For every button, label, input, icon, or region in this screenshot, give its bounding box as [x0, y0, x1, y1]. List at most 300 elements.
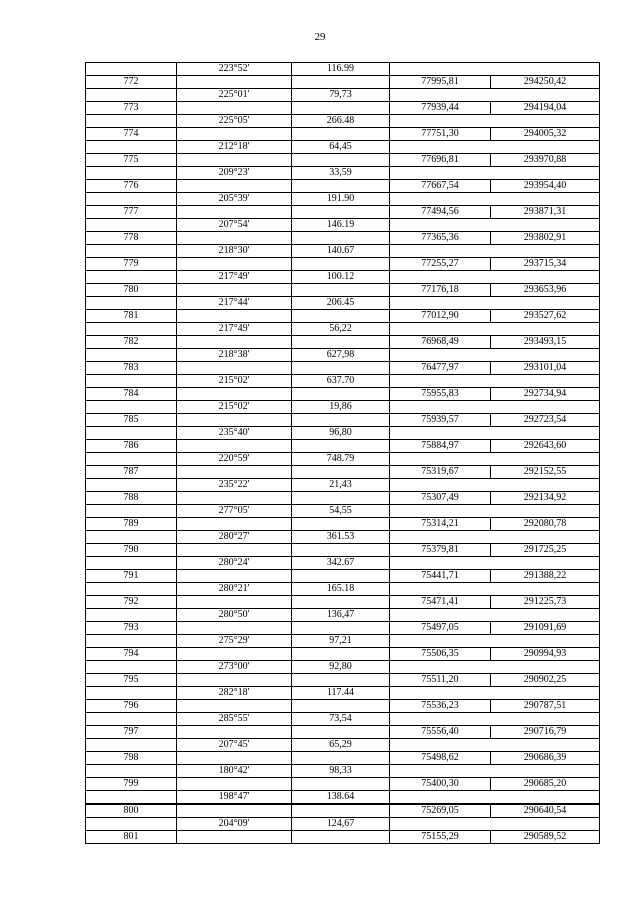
empty-cell [86, 739, 177, 752]
empty-cell [86, 167, 177, 180]
empty-cell [86, 401, 177, 414]
empty-cell [390, 349, 491, 362]
y-coordinate-cell: 293653,96 [491, 284, 600, 297]
empty-cell [491, 89, 600, 102]
direction-angle-cell: 217°44' [177, 297, 292, 310]
x-coordinate-cell: 75556,40 [390, 726, 491, 739]
segment-row [86, 609, 600, 622]
empty-cell [177, 414, 292, 427]
empty-cell [292, 310, 390, 323]
empty-cell [390, 635, 491, 648]
y-coordinate-cell: 290902,25 [491, 674, 600, 687]
y-coordinate-cell: 291725,25 [491, 544, 600, 557]
empty-cell [177, 804, 292, 818]
direction-angle-cell: 215°02' [177, 375, 292, 388]
empty-cell [177, 180, 292, 193]
empty-cell [177, 440, 292, 453]
point-row [86, 778, 600, 791]
empty-cell [86, 115, 177, 128]
x-coordinate-cell: 75441,71 [390, 570, 491, 583]
direction-angle-cell: 198°47' [177, 791, 292, 805]
empty-cell [390, 583, 491, 596]
empty-cell [177, 362, 292, 375]
empty-cell [86, 271, 177, 284]
empty-cell [86, 479, 177, 492]
y-coordinate-cell: 291091,69 [491, 622, 600, 635]
x-coordinate-cell: 75536,23 [390, 700, 491, 713]
segment-row [86, 401, 600, 414]
point-number-cell: 798 [86, 752, 177, 765]
point-row [86, 831, 600, 844]
y-coordinate-cell: 293802,91 [491, 232, 600, 245]
x-coordinate-cell: 77696,81 [390, 154, 491, 167]
point-row [86, 258, 600, 271]
y-coordinate-cell: 290686,39 [491, 752, 600, 765]
empty-cell [292, 726, 390, 739]
y-coordinate-cell: 293954,40 [491, 180, 600, 193]
empty-cell [390, 167, 491, 180]
x-coordinate-cell: 75400,30 [390, 778, 491, 791]
x-coordinate-cell: 75155,29 [390, 831, 491, 844]
empty-cell [177, 700, 292, 713]
empty-cell [292, 362, 390, 375]
empty-cell [491, 818, 600, 831]
distance-cell: 65,29 [292, 739, 390, 752]
empty-cell [177, 206, 292, 219]
y-coordinate-cell: 291225,73 [491, 596, 600, 609]
empty-cell [292, 102, 390, 115]
empty-cell [177, 102, 292, 115]
x-coordinate-cell: 77751,30 [390, 128, 491, 141]
x-coordinate-cell: 75939,57 [390, 414, 491, 427]
point-number-cell: 793 [86, 622, 177, 635]
empty-cell [491, 323, 600, 336]
distance-cell: 21,43 [292, 479, 390, 492]
empty-cell [292, 206, 390, 219]
empty-cell [86, 765, 177, 778]
empty-cell [86, 349, 177, 362]
empty-cell [292, 128, 390, 141]
empty-cell [390, 687, 491, 700]
empty-cell [177, 284, 292, 297]
segment-row [86, 791, 600, 805]
point-number-cell: 795 [86, 674, 177, 687]
distance-cell: 124,67 [292, 818, 390, 831]
direction-angle-cell: 209°23' [177, 167, 292, 180]
empty-cell [491, 375, 600, 388]
segment-row [86, 531, 600, 544]
distance-cell: 627,98 [292, 349, 390, 362]
empty-cell [491, 115, 600, 128]
empty-cell [390, 609, 491, 622]
empty-cell [86, 219, 177, 232]
direction-angle-cell: 282°18' [177, 687, 292, 700]
empty-cell [177, 596, 292, 609]
point-row [86, 336, 600, 349]
empty-cell [491, 401, 600, 414]
empty-cell [292, 674, 390, 687]
distance-cell: 191.90 [292, 193, 390, 206]
empty-cell [390, 818, 491, 831]
direction-angle-cell: 207°54' [177, 219, 292, 232]
empty-cell [177, 492, 292, 505]
empty-cell [86, 687, 177, 700]
point-number-cell: 784 [86, 388, 177, 401]
segment-row [86, 635, 600, 648]
point-row [86, 570, 600, 583]
x-coordinate-cell: 77995,81 [390, 76, 491, 89]
segment-row [86, 818, 600, 831]
direction-angle-cell: 277°05' [177, 505, 292, 518]
empty-cell [390, 427, 491, 440]
empty-cell [86, 531, 177, 544]
empty-cell [491, 635, 600, 648]
point-row [86, 102, 600, 115]
empty-cell [292, 700, 390, 713]
segment-row [86, 89, 600, 102]
distance-cell: 73,54 [292, 713, 390, 726]
y-coordinate-cell: 292734,94 [491, 388, 600, 401]
empty-cell [390, 505, 491, 518]
direction-angle-cell: 273°00' [177, 661, 292, 674]
empty-cell [292, 466, 390, 479]
point-row [86, 284, 600, 297]
y-coordinate-cell: 293871,31 [491, 206, 600, 219]
empty-cell [390, 193, 491, 206]
empty-cell [491, 791, 600, 805]
direction-angle-cell: 218°38' [177, 349, 292, 362]
point-number-cell: 800 [86, 804, 177, 818]
y-coordinate-cell: 293970,88 [491, 154, 600, 167]
point-number-cell: 773 [86, 102, 177, 115]
segment-row [86, 193, 600, 206]
x-coordinate-cell: 75955,83 [390, 388, 491, 401]
y-coordinate-cell: 292134,92 [491, 492, 600, 505]
empty-cell [292, 596, 390, 609]
point-row [86, 622, 600, 635]
point-row [86, 414, 600, 427]
empty-cell [491, 765, 600, 778]
segment-row [86, 479, 600, 492]
point-row [86, 648, 600, 661]
empty-cell [177, 128, 292, 141]
distance-cell: 54,55 [292, 505, 390, 518]
empty-cell [177, 518, 292, 531]
point-number-cell: 775 [86, 154, 177, 167]
empty-cell [292, 518, 390, 531]
segment-row [86, 661, 600, 674]
empty-cell [491, 63, 600, 76]
point-row [86, 596, 600, 609]
x-coordinate-cell: 77012,90 [390, 310, 491, 323]
x-coordinate-cell: 77939,44 [390, 102, 491, 115]
segment-row [86, 453, 600, 466]
distance-cell: 136,47 [292, 609, 390, 622]
point-number-cell: 774 [86, 128, 177, 141]
empty-cell [491, 661, 600, 674]
empty-cell [491, 167, 600, 180]
segment-row [86, 765, 600, 778]
x-coordinate-cell: 77667,54 [390, 180, 491, 193]
empty-cell [491, 609, 600, 622]
point-number-cell: 791 [86, 570, 177, 583]
y-coordinate-cell: 292643,60 [491, 440, 600, 453]
point-row [86, 128, 600, 141]
empty-cell [86, 609, 177, 622]
x-coordinate-cell: 77365,36 [390, 232, 491, 245]
empty-cell [292, 831, 390, 844]
empty-cell [177, 154, 292, 167]
segment-row [86, 219, 600, 232]
distance-cell: 637.70 [292, 375, 390, 388]
x-coordinate-cell: 75269,05 [390, 804, 491, 818]
segment-row [86, 167, 600, 180]
empty-cell [292, 622, 390, 635]
empty-cell [390, 271, 491, 284]
point-number-cell: 799 [86, 778, 177, 791]
point-row [86, 206, 600, 219]
direction-angle-cell: 225°05' [177, 115, 292, 128]
y-coordinate-cell: 292080,78 [491, 518, 600, 531]
direction-angle-cell: 218°30' [177, 245, 292, 258]
y-coordinate-cell: 293527,62 [491, 310, 600, 323]
distance-cell: 342.67 [292, 557, 390, 570]
point-row [86, 154, 600, 167]
y-coordinate-cell: 290685,20 [491, 778, 600, 791]
segment-row [86, 375, 600, 388]
empty-cell [390, 297, 491, 310]
empty-cell [292, 258, 390, 271]
empty-cell [177, 674, 292, 687]
point-row [86, 310, 600, 323]
empty-cell [292, 180, 390, 193]
empty-cell [177, 831, 292, 844]
direction-angle-cell: 217°49' [177, 323, 292, 336]
empty-cell [292, 570, 390, 583]
distance-cell: 146.19 [292, 219, 390, 232]
empty-cell [292, 648, 390, 661]
point-number-cell: 772 [86, 76, 177, 89]
empty-cell [292, 336, 390, 349]
empty-cell [390, 63, 491, 76]
empty-cell [86, 193, 177, 206]
x-coordinate-cell: 75506,35 [390, 648, 491, 661]
point-number-cell: 788 [86, 492, 177, 505]
direction-angle-cell: 280°21' [177, 583, 292, 596]
x-coordinate-cell: 77494,56 [390, 206, 491, 219]
point-number-cell: 792 [86, 596, 177, 609]
empty-cell [177, 310, 292, 323]
empty-cell [390, 323, 491, 336]
empty-cell [292, 544, 390, 557]
y-coordinate-cell: 292152,55 [491, 466, 600, 479]
empty-cell [491, 713, 600, 726]
empty-cell [292, 778, 390, 791]
point-row [86, 440, 600, 453]
segment-row [86, 739, 600, 752]
point-row [86, 726, 600, 739]
segment-row [86, 713, 600, 726]
empty-cell [177, 726, 292, 739]
point-number-cell: 801 [86, 831, 177, 844]
empty-cell [390, 739, 491, 752]
direction-angle-cell: 280°27' [177, 531, 292, 544]
segment-row [86, 271, 600, 284]
distance-cell: 56,22 [292, 323, 390, 336]
x-coordinate-cell: 75511,20 [390, 674, 491, 687]
segment-row [86, 63, 600, 76]
empty-cell [86, 427, 177, 440]
segment-row [86, 427, 600, 440]
point-number-cell: 779 [86, 258, 177, 271]
distance-cell: 100.12 [292, 271, 390, 284]
direction-angle-cell: 235°22' [177, 479, 292, 492]
y-coordinate-cell: 293715,34 [491, 258, 600, 271]
empty-cell [86, 818, 177, 831]
distance-cell: 33,59 [292, 167, 390, 180]
point-number-cell: 790 [86, 544, 177, 557]
y-coordinate-cell: 290640,54 [491, 804, 600, 818]
x-coordinate-cell: 75471,41 [390, 596, 491, 609]
direction-angle-cell: 235°40' [177, 427, 292, 440]
direction-angle-cell: 205°39' [177, 193, 292, 206]
distance-cell: 79,73 [292, 89, 390, 102]
point-row [86, 544, 600, 557]
distance-cell: 138.64 [292, 791, 390, 805]
empty-cell [86, 635, 177, 648]
y-coordinate-cell: 290589,52 [491, 831, 600, 844]
distance-cell: 266.48 [292, 115, 390, 128]
empty-cell [86, 297, 177, 310]
empty-cell [177, 388, 292, 401]
empty-cell [491, 349, 600, 362]
empty-cell [390, 245, 491, 258]
x-coordinate-cell: 76477,97 [390, 362, 491, 375]
empty-cell [86, 713, 177, 726]
empty-cell [390, 661, 491, 674]
distance-cell: 165.18 [292, 583, 390, 596]
segment-row [86, 583, 600, 596]
empty-cell [390, 141, 491, 154]
point-number-cell: 780 [86, 284, 177, 297]
point-number-cell: 786 [86, 440, 177, 453]
x-coordinate-cell: 77255,27 [390, 258, 491, 271]
point-number-cell: 776 [86, 180, 177, 193]
point-row [86, 180, 600, 193]
distance-cell: 98,33 [292, 765, 390, 778]
y-coordinate-cell: 290716,79 [491, 726, 600, 739]
direction-angle-cell: 280°50' [177, 609, 292, 622]
segment-row [86, 245, 600, 258]
empty-cell [177, 622, 292, 635]
empty-cell [491, 245, 600, 258]
direction-angle-cell: 212°18' [177, 141, 292, 154]
direction-angle-cell: 275°29' [177, 635, 292, 648]
empty-cell [177, 648, 292, 661]
empty-cell [491, 297, 600, 310]
empty-cell [292, 284, 390, 297]
direction-angle-cell: 180°42' [177, 765, 292, 778]
segment-row [86, 505, 600, 518]
empty-cell [491, 479, 600, 492]
empty-cell [390, 401, 491, 414]
empty-cell [292, 804, 390, 818]
point-row [86, 466, 600, 479]
segment-row [86, 115, 600, 128]
y-coordinate-cell: 294005,32 [491, 128, 600, 141]
point-row [86, 804, 600, 818]
empty-cell [390, 375, 491, 388]
empty-cell [491, 531, 600, 544]
empty-cell [491, 687, 600, 700]
segment-row [86, 687, 600, 700]
empty-cell [86, 375, 177, 388]
empty-cell [292, 414, 390, 427]
distance-cell: 19,86 [292, 401, 390, 414]
point-number-cell: 777 [86, 206, 177, 219]
empty-cell [390, 765, 491, 778]
direction-angle-cell: 285°55' [177, 713, 292, 726]
direction-angle-cell: 215°02' [177, 401, 292, 414]
point-row [86, 76, 600, 89]
empty-cell [292, 388, 390, 401]
empty-cell [86, 661, 177, 674]
empty-cell [491, 219, 600, 232]
x-coordinate-cell: 75884,97 [390, 440, 491, 453]
empty-cell [177, 466, 292, 479]
distance-cell: 116.99 [292, 63, 390, 76]
empty-cell [86, 557, 177, 570]
empty-cell [491, 427, 600, 440]
empty-cell [292, 492, 390, 505]
distance-cell: 361.53 [292, 531, 390, 544]
point-row [86, 752, 600, 765]
x-coordinate-cell: 76968,49 [390, 336, 491, 349]
y-coordinate-cell: 290994,93 [491, 648, 600, 661]
distance-cell: 97,21 [292, 635, 390, 648]
empty-cell [292, 440, 390, 453]
empty-cell [491, 583, 600, 596]
empty-cell [491, 141, 600, 154]
page-number: 29 [314, 31, 326, 43]
empty-cell [86, 323, 177, 336]
point-number-cell: 794 [86, 648, 177, 661]
point-number-cell: 782 [86, 336, 177, 349]
y-coordinate-cell: 290787,51 [491, 700, 600, 713]
empty-cell [491, 193, 600, 206]
direction-angle-cell: 217°49' [177, 271, 292, 284]
point-number-cell: 785 [86, 414, 177, 427]
empty-cell [86, 141, 177, 154]
x-coordinate-cell: 75307,49 [390, 492, 491, 505]
point-number-cell: 797 [86, 726, 177, 739]
empty-cell [491, 453, 600, 466]
point-row [86, 232, 600, 245]
empty-cell [491, 557, 600, 570]
point-row [86, 362, 600, 375]
empty-cell [177, 778, 292, 791]
y-coordinate-cell: 291388,22 [491, 570, 600, 583]
coordinates-table-body [86, 63, 600, 844]
coordinates-table [85, 62, 600, 844]
direction-angle-cell: 220°59' [177, 453, 292, 466]
point-row [86, 492, 600, 505]
y-coordinate-cell: 294194,04 [491, 102, 600, 115]
empty-cell [177, 336, 292, 349]
empty-cell [86, 583, 177, 596]
y-coordinate-cell: 294250,42 [491, 76, 600, 89]
point-number-cell: 787 [86, 466, 177, 479]
